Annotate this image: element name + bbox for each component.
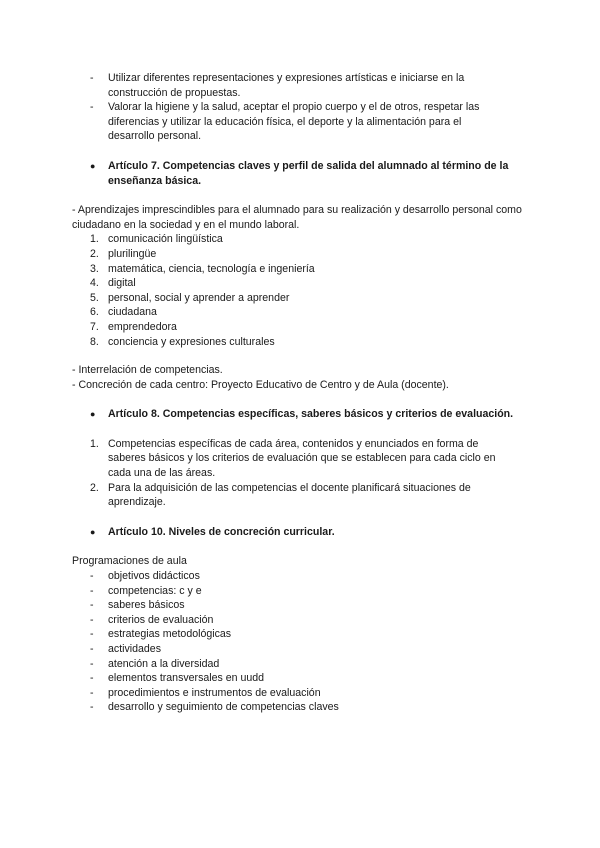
dash-marker: -	[90, 672, 94, 685]
list-item	[0, 686, 508, 701]
list-item	[0, 247, 518, 262]
dash-marker: -	[90, 686, 94, 699]
intro-list	[0, 71, 600, 144]
list-item-text: matemática, ciencia, tecnología e ingeniería	[108, 262, 315, 275]
list-item	[0, 437, 518, 481]
list-item	[0, 291, 518, 306]
list-item	[0, 627, 508, 642]
list-item	[0, 569, 508, 584]
dash-marker: -	[90, 657, 94, 670]
article7-intro: - Aprendizajes imprescindibles para el alumnado para su realización y desarrollo personal como ciudadano en la sociedad y en el mundo laboral.	[72, 204, 522, 231]
article8-heading	[0, 407, 528, 422]
list-item-text: Para la adquisición de las competencias el docente planificará situaciones de aprendizaje.	[108, 481, 471, 509]
list-item-text: digital	[108, 277, 136, 290]
bullet-marker: ●	[90, 160, 96, 171]
dash-marker: -	[90, 643, 94, 655]
list-item-text: objetivos didácticos	[108, 570, 200, 583]
dash-marker: -	[90, 701, 94, 714]
list-item	[0, 671, 508, 686]
list-item	[0, 598, 508, 613]
dash-marker: -	[90, 72, 94, 84]
list-item	[0, 100, 508, 144]
list-item-text: ciudadana	[108, 306, 157, 319]
list-item-text: criterios de evaluación	[108, 613, 214, 626]
list-item-text: conciencia y expresiones culturales	[108, 335, 275, 348]
number-marker: 4.	[90, 277, 99, 290]
list-item	[0, 657, 508, 672]
list-item-text: atención a la diversidad	[108, 657, 220, 670]
list-item	[0, 335, 518, 350]
number-marker: 1.	[90, 233, 99, 246]
list-item	[0, 642, 508, 657]
list-item-text: competencias: c y e	[108, 584, 202, 597]
list-item-text: emprendedora	[108, 320, 177, 333]
list-item	[0, 320, 518, 335]
dash-marker: -	[90, 584, 94, 597]
article10-title: Artículo 10. Niveles de concreción curricular.	[108, 525, 335, 538]
number-marker: 1.	[90, 437, 99, 450]
dash-marker: -	[90, 628, 94, 641]
list-item-text: Utilizar diferentes representaciones y expresiones artísticas e iniciarse en la construcción de propuestas.	[108, 72, 465, 99]
number-marker: 6.	[90, 306, 99, 319]
list-item	[0, 305, 518, 320]
list-item	[0, 262, 518, 277]
list-item-text: Competencias específicas de cada área, contenidos y enunciados en forma de saberes básicos y los criterios de evaluación que se establecen para cada ciclo en cada una de las áreas.	[108, 437, 496, 480]
dash-marker: -	[90, 570, 94, 583]
article7-heading	[0, 159, 528, 188]
article10-subheading: Programaciones de aula	[72, 555, 187, 568]
number-marker: 7.	[90, 320, 99, 333]
list-item	[0, 584, 508, 599]
list-item	[0, 700, 508, 715]
list-item-text: saberes básicos	[108, 599, 185, 612]
article7-note-concrecion: - Concreción de cada centro: Proyecto Educativo de Centro y de Aula (docente).	[72, 378, 449, 391]
article7-note-interrelation: - Interrelación de competencias.	[72, 364, 223, 377]
list-item	[0, 232, 518, 247]
bullet-marker: ●	[90, 526, 96, 537]
list-item	[0, 71, 508, 100]
list-item-text: actividades	[108, 643, 161, 655]
list-item-text: Valorar la higiene y la salud, aceptar el propio cuerpo y el de otros, respetar las diferencias y utilizar la educación física, el deporte y la alimentación para el desarrollo personal.	[108, 101, 480, 143]
article10-heading	[0, 525, 528, 540]
number-marker: 8.	[90, 335, 99, 348]
dash-marker: -	[90, 101, 94, 114]
dash-marker: -	[90, 599, 94, 612]
list-item	[0, 613, 508, 628]
list-item	[0, 276, 518, 291]
list-item-text: desarrollo y seguimiento de competencias claves	[108, 701, 339, 714]
list-item	[0, 481, 518, 510]
dash-marker: -	[90, 613, 94, 626]
list-item-text: plurilingüe	[108, 247, 157, 260]
list-item-text: procedimientos e instrumentos de evaluación	[108, 686, 321, 699]
number-marker: 5.	[90, 291, 99, 304]
bullet-marker: ●	[90, 409, 96, 420]
programaciones-list	[0, 569, 600, 715]
number-marker: 3.	[90, 262, 99, 275]
competencies-list	[0, 232, 600, 349]
list-item-text: elementos transversales en uudd	[108, 672, 265, 685]
list-item-text: personal, social y aprender a aprender	[108, 291, 290, 304]
number-marker: 2.	[90, 247, 99, 260]
article8-title: Artículo 8. Competencias específicas, saberes básicos y criterios de evaluación.	[108, 408, 514, 421]
number-marker: 2.	[90, 481, 99, 494]
list-item-text: estrategias metodológicas	[108, 628, 232, 641]
list-item-text: comunicación lingüística	[108, 233, 223, 246]
article8-list	[0, 437, 600, 510]
article7-title: Artículo 7. Competencias claves y perfil de salida del alumnado al término de la enseñanza básica.	[108, 159, 509, 187]
